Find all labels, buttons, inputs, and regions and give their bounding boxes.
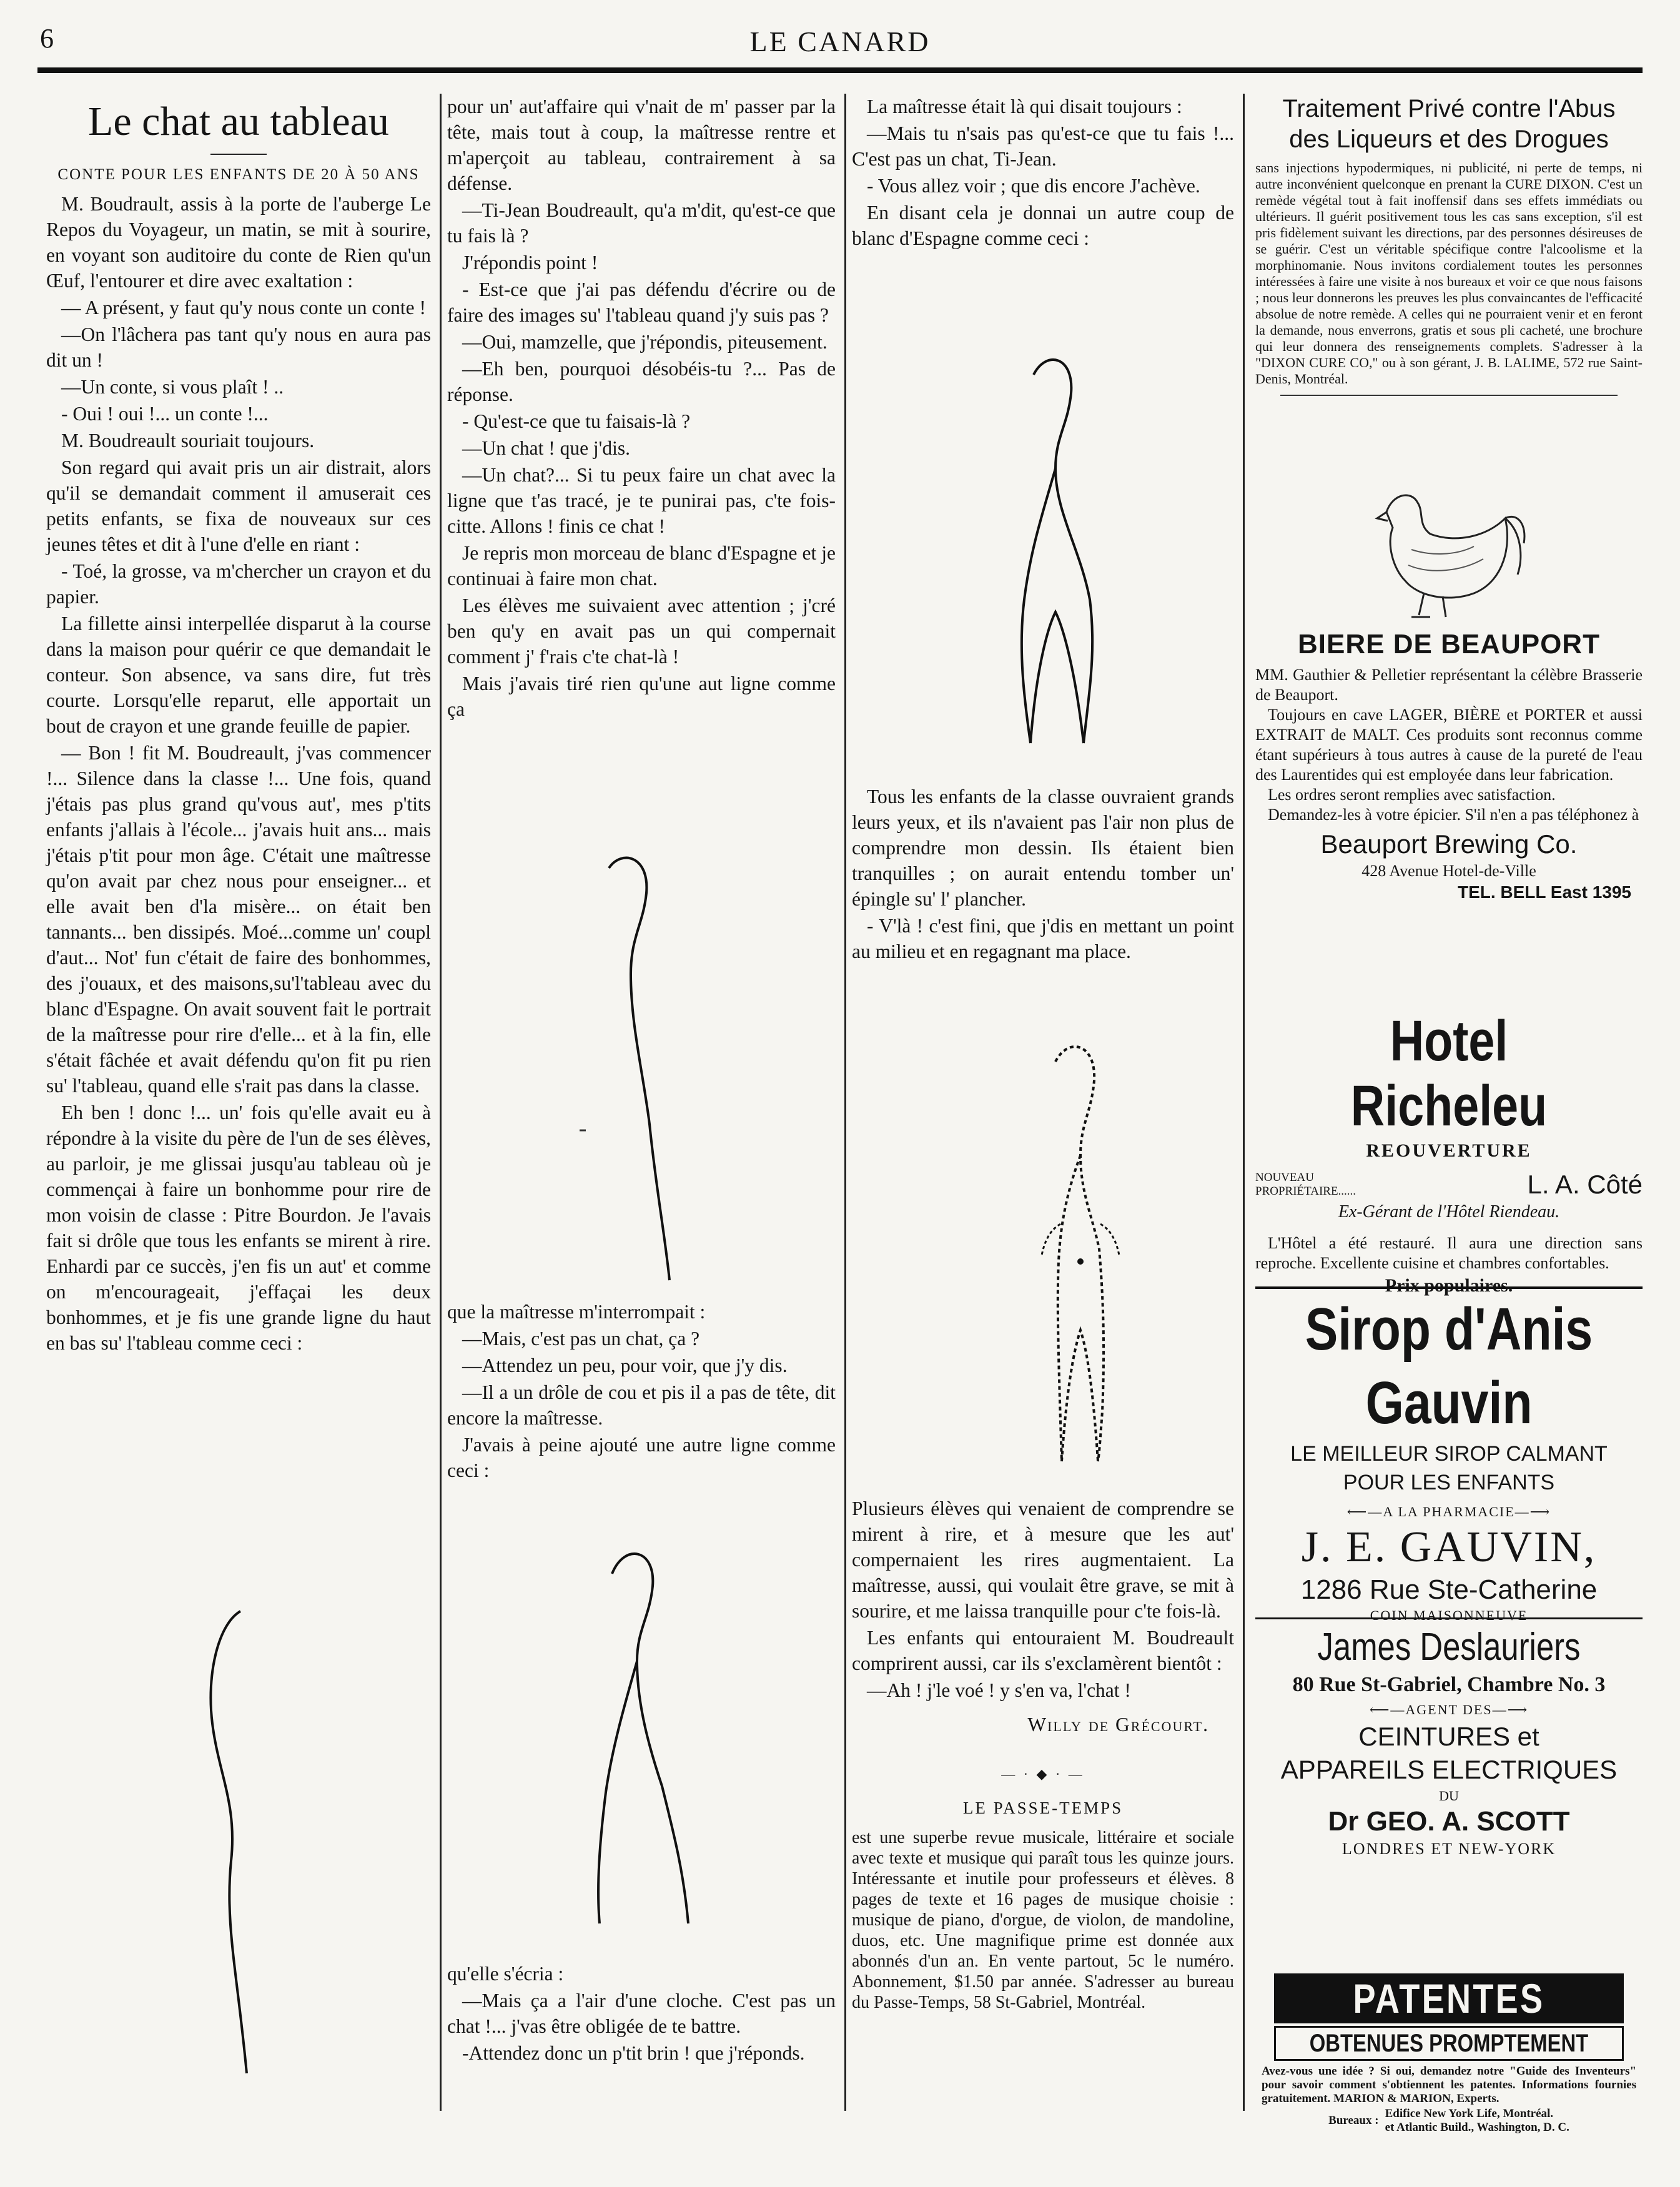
paragraph: Tous les enfants de la classe ouvraient grands leurs yeux, et ils n'avaient pas l'air non plus de comprendre mon dessin. Ils étaient bien tranquilles ; on aurait entendu tomber un' épingle su' l' plancher. bbox=[852, 786, 1234, 910]
paragraph: Je repris mon morceau de blanc d'Espagne et je continuai à faire mon chat. bbox=[447, 542, 836, 590]
ornament-divider: — · ◆ · — bbox=[1001, 1766, 1085, 1782]
ad-richelieu-owner-label: NOUVEAU PROPRIÉTAIRE...... bbox=[1255, 1171, 1356, 1198]
paragraph: que la maîtresse m'interrompait : bbox=[447, 1301, 706, 1323]
ad-gauvin-address: 1286 Rue Ste-Catherine bbox=[1300, 1574, 1598, 1605]
paragraph: —Mais tu n'sais pas qu'est-ce que tu fais !... C'est pas un chat, Ti-Jean. bbox=[852, 122, 1234, 170]
ad-gauvin-line1: LE MEILLEUR SIROP CALMANT bbox=[1290, 1442, 1608, 1466]
ad-patentes-body: Avez-vous une idée ? Si oui, demandez notre "Guide des Inventeurs" pour savoir comment s'obtiennent les patentes. Informations fournies gratuitement. MARION & MARION, Experts. bbox=[1262, 2065, 1636, 2105]
ad-richelieu bbox=[1255, 1009, 1643, 1298]
ad-deslauriers-line1: CEINTURES et bbox=[1358, 1722, 1539, 1751]
drawing-line-1 bbox=[144, 1599, 331, 2086]
ad-deslauriers-agent: ⟵—AGENT DES—⟶ bbox=[1369, 1702, 1529, 1717]
paragraph: M. Boudreault souriait toujours. bbox=[61, 430, 315, 452]
ad-gauvin-pharmacy: ⟵—A LA PHARMACIE—⟶ bbox=[1346, 1504, 1551, 1519]
story-column-3b bbox=[852, 784, 1234, 965]
ad-deslauriers bbox=[1255, 1617, 1643, 1860]
ad-dixon bbox=[1255, 94, 1643, 400]
ad-beauport-p1: MM. Gauthier & Pelletier représentant la célèbre Brasserie de Beauport. bbox=[1255, 666, 1643, 704]
paragraph: —Oui, mamzelle, que j'répondis, piteusement. bbox=[462, 331, 828, 353]
ad-beauport-p4: Demandez-les à votre épicier. S'il n'en a pas téléphonez à bbox=[1268, 806, 1639, 824]
paragraph: —Ti-Jean Boudreault, qu'a m'dit, qu'est-ce que tu fais là ? bbox=[447, 199, 836, 247]
story-column-2c bbox=[447, 1961, 836, 2067]
paragraph: M. Boudrault, assis à la porte de l'auberge Le Repos du Voyageur, un matin, se mit à sourire, en voyant son auditoire du conte de Rien qu'un Œuf, l'entourer et dire avec exaltation : bbox=[46, 193, 431, 292]
paragraph: —Eh ben, pourquoi désobéis-tu ?... Pas de réponse. bbox=[447, 358, 836, 405]
drawing-line-2 bbox=[562, 837, 712, 1286]
paragraph: —Un conte, si vous plaît ! .. bbox=[61, 376, 284, 398]
column-divider-3 bbox=[1243, 94, 1245, 2111]
ad-patentes-subtitle: OBTENUES PROMPTEMENT bbox=[1309, 2030, 1589, 2057]
title-rule bbox=[210, 154, 267, 155]
ad-richelieu-former: Ex-Gérant de l'Hôtel Riendeau. bbox=[1338, 1202, 1560, 1222]
ad-gauvin-pharmacy-label: A LA PHARMACIE bbox=[1383, 1504, 1515, 1519]
paragraph: Son regard qui avait pris un air distrait, alors qu'il se demandait comment il amuserait ces petits enfants, se fixa de nouveaux sur ces jeunes têtes et dit à l'une d'elle en riant : bbox=[46, 457, 431, 555]
paragraph: En disant cela je donnai un autre coup de blanc d'Espagne comme ceci : bbox=[852, 202, 1234, 249]
paragraph: Les élèves me suivaient avec attention ; j'cré ben qu'y en avait pas un qui compernait comment j' f'rais c'te chat-là ! bbox=[447, 595, 836, 668]
paragraph: -Attendez donc un p'tit brin ! que j'réponds. bbox=[462, 2042, 805, 2064]
paragraph: —Ah ! j'le voé ! y s'en va, l'chat ! bbox=[867, 1679, 1131, 1701]
story-column-1 bbox=[46, 94, 431, 1357]
ad-patentes-office1: Edifice New York Life, Montréal. bbox=[1385, 2107, 1554, 2120]
passetemps-text: est une superbe revue musicale, littéraire et sociale avec texte et musique qui paraît tous les quinze jours. Intéressante et inutile pour professeurs et élèves. 8 pages de texte et 16 pages de musique choisie : musique de piano, d'orgue, de violon, de mandoline, duos, etc. Une magnifique prime est donnée aux abonnés d'un an. En vente partout, 5c le numéro. Abonnement, $1.50 par année. S'adresser au bureau du Passe-Temps, 58 St-Gabriel, Montréal. bbox=[852, 1828, 1234, 2012]
paragraph: - Qu'est-ce que tu faisais-là ? bbox=[462, 410, 691, 432]
page-number: 6 bbox=[40, 23, 54, 54]
paragraph: —Mais, c'est pas un chat, ça ? bbox=[462, 1328, 700, 1350]
paragraph: Plusieurs élèves qui venaient de comprendre se mirent à rire, et à mesure que les aut' compernaient les rires augmentaient. La maîtresse, aussi, qui voulait être grave, se mit à sourire, et me laissa tranquille pour c'te fois-là. bbox=[852, 1498, 1234, 1622]
column-divider-1 bbox=[440, 94, 442, 2111]
paragraph: qu'elle s'écria : bbox=[447, 1963, 564, 1985]
ad-richelieu-owner: L. A. Côté bbox=[1527, 1170, 1643, 1199]
paragraph: —Il a un drôle de cou et pis il a pas de tête, dit encore la maîtresse. bbox=[447, 1381, 836, 1429]
story-column-3 bbox=[852, 94, 1234, 252]
ad-richelieu-prices: Prix populaires. bbox=[1385, 1275, 1513, 1296]
ad-richelieu-body: L'Hôtel a été restauré. Il aura une direction sans reproche. Excellente cuisine et chambres confortables. bbox=[1255, 1234, 1643, 1272]
paragraph: La maîtresse était là qui disait toujours : bbox=[867, 96, 1182, 117]
header-rule bbox=[37, 67, 1643, 73]
story-column-2b bbox=[447, 1299, 836, 1484]
ad-dixon-head1: Traitement Privé contre l'Abus bbox=[1282, 95, 1616, 122]
passetemps-title: LE PASSE-TEMPS bbox=[962, 1799, 1124, 1817]
drawing-bell bbox=[550, 1524, 737, 1936]
ad-beauport-address: 428 Avenue Hotel-de-Ville bbox=[1361, 862, 1536, 880]
ad-beauport-tel: TEL. BELL East 1395 bbox=[1457, 882, 1631, 902]
paragraph: - Est-ce que j'ai pas défendu d'écrire ou de faire des images su' l'tableau quand j'y suis pas ? bbox=[447, 279, 836, 326]
ad-patentes-office2: et Atlantic Build., Washington, D. C. bbox=[1385, 2121, 1569, 2134]
ad-gauvin-name: J. E. GAUVIN, bbox=[1301, 1523, 1597, 1571]
story-column-2 bbox=[447, 94, 836, 723]
ad-beauport-p3: Les ordres seront remplies avec satisfaction. bbox=[1268, 786, 1556, 804]
ad-richelieu-reopen: REOUVERTURE bbox=[1366, 1140, 1532, 1161]
drawing-cat-complete bbox=[987, 1024, 1174, 1474]
ad-patentes-subbanner bbox=[1274, 2026, 1624, 2061]
paragraph: J'répondis point ! bbox=[462, 252, 598, 274]
ad-patentes-offices-label: Bureaux : bbox=[1328, 2114, 1379, 2127]
ad-beauport-company: Beauport Brewing Co. bbox=[1320, 829, 1578, 859]
ad-gauvin bbox=[1255, 1286, 1643, 1625]
ad-divider bbox=[1280, 395, 1618, 396]
paragraph: —Mais ça a l'air d'une cloche. C'est pas un chat !... j'vas être obligée de te battre. bbox=[447, 1990, 836, 2037]
paragraph: La fillette ainsi interpellée disparut à la course dans la maison pour quérir ce que demandait le conteur. Son absence, va sans dire, fut très courte. Lorsqu'elle reparut, elle apportait un bout de crayon et une grande feuille de papier. bbox=[46, 613, 431, 737]
ad-deslauriers-du: DU bbox=[1439, 1788, 1459, 1804]
paragraph: - V'là ! c'est fini, que j'dis en mettant un point au milieu et en regagnant ma place. bbox=[852, 915, 1234, 962]
ad-patentes-offices bbox=[1255, 2107, 1643, 2135]
ad-deslauriers-doctor: Dr GEO. A. SCOTT bbox=[1328, 1806, 1570, 1837]
drawing-cat-partial bbox=[962, 337, 1149, 762]
paragraph: —On l'lâchera pas tant qu'y nous en aura pas dit un ! bbox=[46, 323, 431, 371]
paragraph: Mais j'avais tiré rien qu'une aut ligne comme ça bbox=[447, 673, 836, 720]
paragraph: - Vous allez voir ; que dis encore J'achève. bbox=[867, 175, 1200, 197]
masthead: LE CANARD bbox=[749, 26, 931, 57]
paragraph: — Bon ! fit M. Boudreault, j'vas commencer !... Silence dans la classe !... Une fois, quand j'étais pas plus grand qu'vous aut', mes p'tits enfants j'allais à l'école... j'avais huit ans... mais j'étais p'tit pour mon âge. C'était une maîtresse qu'on avait par chez nous pour enseigner... et elle avait ben d'la misère... on était ben tannants... ben dissipés. Moé...comme un' coupl d'aut... Not' fun c'était de faire des bonhommes, des j'ouaux, et des maisons,su'l'tableau avec du blanc d'Espagne. On avait souvent fait le portrait de la maîtresse pour rire d'elle... et à la fin, elle s'était fâchée et avait défendu qu'on fit pu rien su' l'tableau, quand elle s'rait pas dans la classe. bbox=[46, 742, 431, 1097]
paragraph: Les enfants qui entouraient M. Boudreault comprirent aussi, car ils s'exclamèrent bientôt : bbox=[852, 1627, 1234, 1674]
story-column-3c bbox=[852, 1496, 1234, 2014]
ad-patentes bbox=[1255, 1973, 1643, 2135]
ad-deslauriers-cities: LONDRES ET NEW-YORK bbox=[1342, 1840, 1556, 1858]
column-divider-2 bbox=[844, 94, 846, 2111]
ad-beauport bbox=[1255, 628, 1643, 904]
ad-beauport-p2: Toujours en cave LAGER, BIÈRE et PORTER et aussi EXTRAIT de MALT. Ces produits sont reconnus comme étant supérieurs à tous autres à cause de la pureté de l'eau des Laurentides qui est employée dans leur fabrication. bbox=[1255, 706, 1643, 784]
ad-richelieu-owner-row bbox=[1255, 1170, 1643, 1200]
paragraph: Eh ben ! donc !... un' fois qu'elle avait eu à répondre à la visite du père de l'un de ses élèves, au parloir, je me glissai jusqu'au tableau où je commençai à faire un bonhomme pour rire de mon voisin de classe : Pitre Bourdon. Je l'avais fait si drôle que tous les enfants se mirent à rire. Enhardi par ce succès, j'en fis un aut' et comme on m'encourageait, j'effaçai les deux bonhommes, et je fis une grande ligne du haut en bas su' l'tableau comme ceci : bbox=[46, 1102, 431, 1354]
ad-patentes-banner bbox=[1274, 1973, 1624, 2023]
paragraph: —Attendez un peu, pour voir, que j'y dis. bbox=[462, 1355, 788, 1376]
paragraph: —Un chat ! que j'dis. bbox=[462, 437, 630, 459]
ad-deslauriers-name: James Deslauriers bbox=[1317, 1626, 1581, 1669]
paragraph: J'avais à peine ajouté une autre ligne comme ceci : bbox=[447, 1434, 836, 1481]
story-signature: Willy de Grécourt. bbox=[1027, 1714, 1209, 1735]
ad-gauvin-line2: POUR LES ENFANTS bbox=[1343, 1471, 1555, 1494]
paragraph: — A présent, y faut qu'y nous conte un conte ! bbox=[61, 297, 426, 318]
ad-dixon-body: sans injections hypodermiques, ni publicité, ni perte de temps, ni autre inconvénient quelconque en prenant la CURE DIXON. C'est un remède végétal tout à fait inoffensif dans ses effets immédiats ou ultérieurs. Il guérit positivement tous les cas sans exception, s'il est pris fidèlement suivant les directions, par des personnes désireuses de se guérir. C'est un véritable spécifique contre l'alcoolisme et la morphinomanie. Nous invitons cordialement toutes les personnes intéressées à faire une visite à nos bureaux et voir ce que nous faisons ; nous leur donnerons les preuves les plus convaincantes de l'efficacité absolue de notre remède. A celles qui ne pourraient venir et en feront la demande, nous enverrons, gratis et sous pli cacheté, une brochure qui leur donnera des renseignements complets. S'adresser à la "DIXON CURE CO," ou à son gérant, J. B. LALIME, 572 rue Saint-Denis, Montréal. bbox=[1255, 160, 1643, 387]
ad-deslauriers-agent-label: AGENT DES bbox=[1405, 1702, 1493, 1717]
paragraph: - Oui ! oui !... un conte !... bbox=[61, 403, 269, 425]
ad-deslauriers-line2: APPAREILS ELECTRIQUES bbox=[1280, 1755, 1618, 1784]
ad-deslauriers-address: 80 Rue St-Gabriel, Chambre No. 3 bbox=[1292, 1673, 1606, 1696]
story-title: Le chat au tableau bbox=[88, 99, 389, 144]
paragraph: pour un' aut'affaire qui v'nait de m' passer par la tête, mais tout à coup, la maîtresse rentre et m'aperçoit au tableau, contrairement à sa défense. bbox=[447, 96, 836, 194]
ad-patentes-offices-list bbox=[1385, 2107, 1569, 2135]
ad-beauport-title: BIERE DE BEAUPORT bbox=[1298, 629, 1600, 659]
story-subtitle: CONTE POUR LES ENFANTS DE 20 À 50 ANS bbox=[57, 166, 420, 183]
ad-dixon-head2: des Liqueurs et des Drogues bbox=[1289, 126, 1609, 153]
ad-patentes-title: PATENTES bbox=[1353, 1975, 1545, 2022]
paragraph: - Toé, la grosse, va m'chercher un crayon et du papier. bbox=[46, 560, 431, 608]
rooster-icon bbox=[1349, 475, 1536, 625]
ad-gauvin-title: Sirop d'Anis Gauvin bbox=[1305, 1296, 1593, 1436]
ad-gauvin-corner: COIN MAISONNEUVE bbox=[1370, 1607, 1528, 1623]
ad-richelieu-title: Hotel Richeleu bbox=[1350, 1009, 1548, 1138]
paragraph: —Un chat?... Si tu peux faire un chat avec la ligne que t'as tracé, je te punirai pas, c'te fois-citte. Allons ! finis ce chat ! bbox=[447, 464, 836, 537]
